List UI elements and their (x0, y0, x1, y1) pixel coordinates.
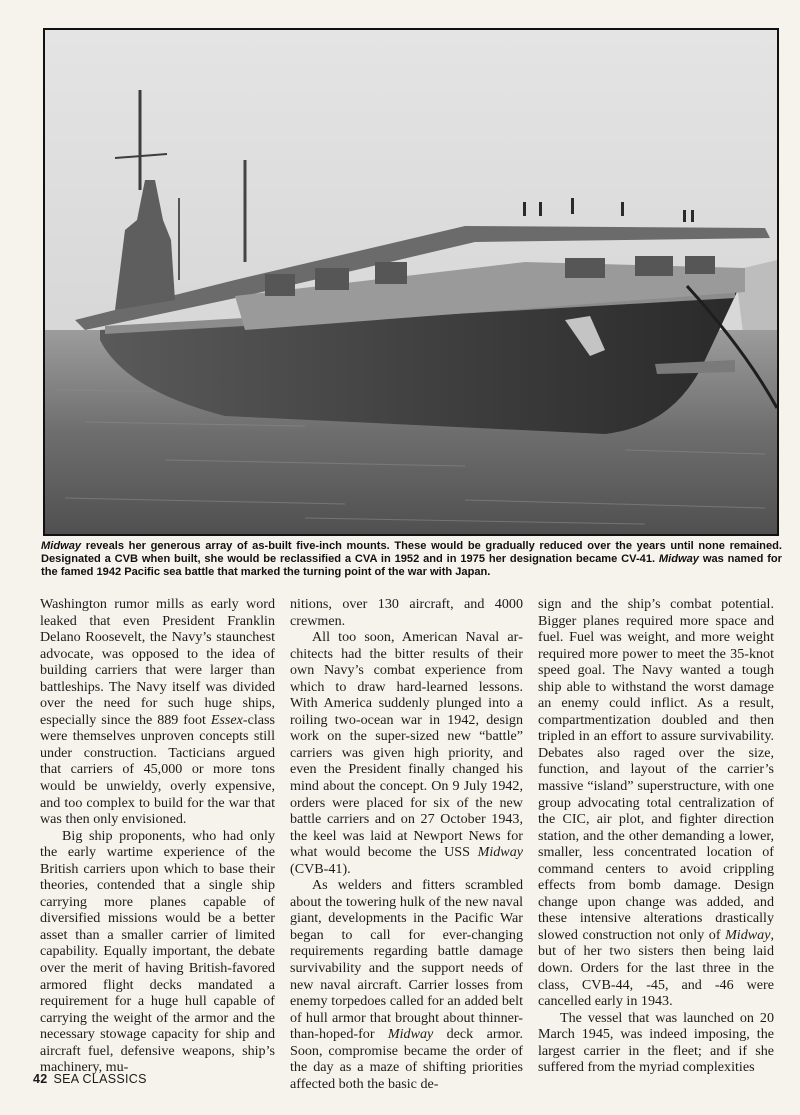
paragraph: The vessel that was launched on 20 March 1945, was indeed imposing, the largest carrier in the fleet; and if she suffered from the myriad complexities (538, 1009, 774, 1076)
caption-ship-name: Midway (658, 553, 699, 566)
photo-caption (41, 540, 782, 580)
ship-class-name: Essex (210, 711, 243, 728)
article-column-2 (290, 596, 523, 1092)
paragraph: Big ship proponents, who had only the early wartime experience of the British carriers upon which to base their theories, contended that a single ship carrying more planes capable of diversified missions would be a better asset than a smaller carrier of limited capability. Equally important, the debate over the merit of having British-favored armored flight decks mandated a requirement for a huge hull capable of carrying the weight of the armor and the necessary stowage capacity for ship and aircraft fuel, defensive weapons, ship’s machinery, mu- (40, 827, 275, 1076)
paragraph-text: Washington rumor mills as early word leaked that even President Franklin Delano Roosevelt, the Navy’s staunchest advocate, was opposed to the idea of building carriers that were larger than battleships. The Navy itself was divided over the need for such huge ships, especially since the 889 foot (40, 596, 275, 728)
magazine-name: SEA CLASSICS (53, 1072, 147, 1086)
paragraph-text: , but of her two sisters then being laid down. Orders for the last three in the class, CVB-44, -45, and -46 were cancelled early in 1943. (538, 926, 774, 1010)
carrier-photo (43, 28, 779, 536)
ship-name: Midway (387, 1026, 434, 1043)
carrier-photo-drawing (45, 30, 777, 534)
paragraph (538, 596, 774, 1010)
paragraph-text: -class were themselves unproven concepts still under construction. Tacticians argued that carriers of 45,000 or more tons would be unwieldy, overly expensive, and too complex to build for the war that was then only envisioned. (40, 711, 275, 828)
ship-name: Midway (477, 844, 523, 861)
caption-text: reveals her generous array of as-built five-inch mounts. These would be gradually reduced over the years until none remained. Designated a CVB when built, she would be reclassified a CVA in 1952 and in 1975 her designation became CV-41. (41, 540, 782, 566)
caption-text: was named for the famed 1942 Pacific sea battle that marked the turning point of the war with Japan. (41, 553, 782, 579)
ship-name: Midway (725, 926, 771, 943)
page-number: 42 (33, 1072, 48, 1086)
paragraph (40, 596, 275, 828)
paragraph (290, 877, 523, 1092)
article-column-3 (538, 596, 774, 1076)
caption-ship-name: Midway (41, 540, 82, 552)
paragraph (290, 629, 523, 877)
page-footer (33, 1072, 147, 1086)
paragraph-text: (CVB-41). (290, 860, 351, 877)
paragraph: nitions, over 130 aircraft, and 4000 crewmen. (290, 596, 523, 629)
article-column-1 (40, 596, 275, 1076)
paragraph-text: sign and the ship’s combat potential. Bigger planes required more space and fuel. Fuel was weight, and more weight required more power to meet the 35-knot speed goal. The Navy wanted a tough ship able to withstand the worst damage an enemy could inflict. As a result, compartmentization doubled and then tripled in an effort to assure survivability. Debates also raged over the size, function, and layout of the carrier’s massive “island” superstructure, with one group advocating total centralization of the CIC, air plot, and fighter direction station, and the other demanding a lower, smaller, less concentrated location of command centers to avoid crippling effects from bomb damage. Design change upon change was added, and these intensive alterations drastically slowed construction not only of (538, 596, 774, 943)
paragraph-text: deck armor. Soon, compromise became the order of the day as a maze of shifting priorities affected both the basic de- (290, 1026, 523, 1092)
paragraph-text: As welders and fitters scrambled about the towering hulk of the new naval giant, developments in the Pacific War began to call for ever-changing requirements regarding battle damage survivability and the support needs of new naval aircraft. Carrier losses from enemy torpedoes called for an added belt of hull armor that brought about thinner-than-hoped-for (290, 877, 523, 1043)
paragraph-text: All too soon, American Naval architects had the bitter results of their own Navy’s combat experience from which to draw hard-learned lessons. With America suddenly plunged into a roiling two-ocean war in 1942, design work on the super-sized new “battle” carriers was given high priority, and even the President finally changed his mind about the concept. On 9 July 1942, orders were placed for six of the new battle carriers and on 27 October 1943, the keel was laid at Newport News for what would become the USS (290, 629, 523, 861)
